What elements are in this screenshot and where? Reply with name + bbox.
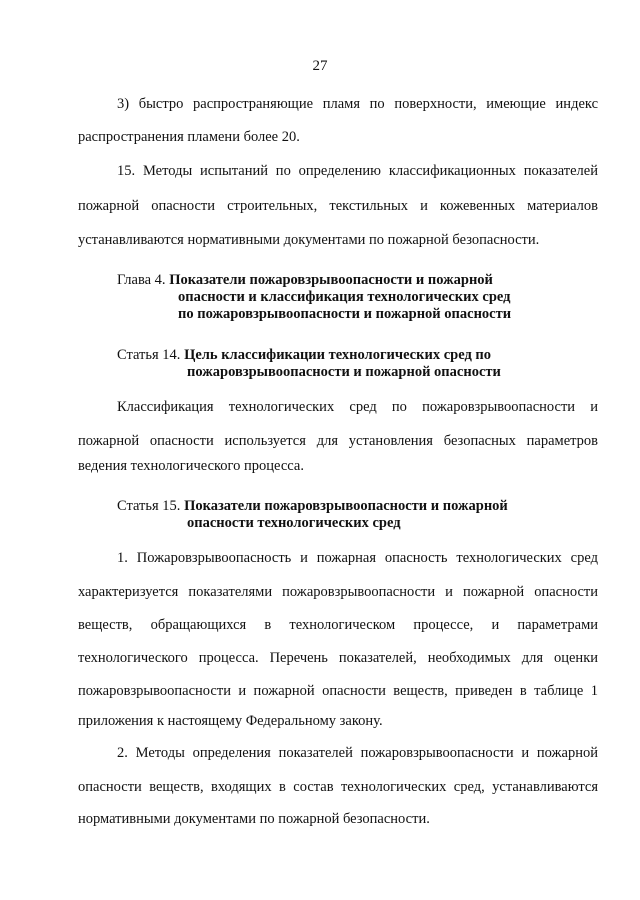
article-14-heading <box>117 346 491 364</box>
chapter-4-title-line-1: Показатели пожаровзрывоопасности и пожарной <box>169 272 493 288</box>
article-15-item-1-line-6: приложения к настоящему Федеральному закону. <box>78 713 383 729</box>
article-14-body-line-1: Классификация технологических сред по пожаровзрывоопасности и <box>117 399 598 415</box>
article-14-body-line-2: пожарной опасности используется для установления безопасных параметров <box>78 433 598 449</box>
item-15-line-3: устанавливаются нормативными документами по пожарной безопасности. <box>78 232 540 248</box>
article-14-title-line-1: Цель классификации технологических сред по <box>184 347 492 363</box>
article-15-title-line-2-wrap <box>187 514 401 532</box>
page-number: 27 <box>312 58 328 74</box>
article-15-item-1-line-3: веществ, обращающихся в технологическом процессе, и параметрами <box>78 617 598 633</box>
article-14-title-line-2-wrap <box>187 363 501 381</box>
chapter-4-title-line-3: по пожаровзрывоопасности и пожарной опасности <box>178 306 512 322</box>
chapter-4-title-line-2-wrap <box>178 288 510 306</box>
article-14-title-line-2: пожаровзрывоопасности и пожарной опасности <box>187 364 501 380</box>
chapter-4-title-line-3-wrap <box>178 305 511 323</box>
chapter-4-title-line-2: опасности и классификация технологических сред <box>178 289 511 305</box>
article-14-prefix: Статья 14. <box>117 347 185 363</box>
article-15-item-2-line-2: опасности веществ, входящих в состав технологических сред, устанавливаются <box>78 779 598 795</box>
item-15-line-2: пожарной опасности строительных, текстильных и кожевенных материалов <box>78 198 598 214</box>
list-item-3-line-1: 3) быстро распространяющие пламя по поверхности, имеющие индекс <box>117 96 598 112</box>
article-15-item-2-line-3: нормативными документами по пожарной безопасности. <box>78 811 430 827</box>
article-14-body-line-3: ведения технологического процесса. <box>78 458 304 474</box>
list-item-3-line-2: распространения пламени более 20. <box>78 129 300 145</box>
chapter-4-prefix: Глава 4. <box>117 272 170 288</box>
article-15-item-2-line-1: 2. Методы определения показателей пожаровзрывоопасности и пожарной <box>117 745 598 761</box>
article-15-item-1-line-1: 1. Пожаровзрывоопасность и пожарная опасность технологических сред <box>117 550 598 566</box>
item-15-line-1: 15. Методы испытаний по определению классификационных показателей <box>117 163 598 179</box>
article-15-item-1-line-5: пожаровзрывоопасности и пожарной опасности веществ, приведен в таблице 1 <box>78 683 598 699</box>
article-15-title-line-2: опасности технологических сред <box>187 515 401 531</box>
chapter-4-heading <box>117 271 493 289</box>
article-15-heading <box>117 497 508 515</box>
article-15-prefix: Статья 15. <box>117 498 185 514</box>
article-15-item-1-line-2: характеризуется показателями пожаровзрывоопасности и пожарной опасности <box>78 584 598 600</box>
article-15-title-line-1: Показатели пожаровзрывоопасности и пожарной <box>184 498 508 514</box>
article-15-item-1-line-4: технологического процесса. Перечень показателей, необходимых для оценки <box>78 650 598 666</box>
